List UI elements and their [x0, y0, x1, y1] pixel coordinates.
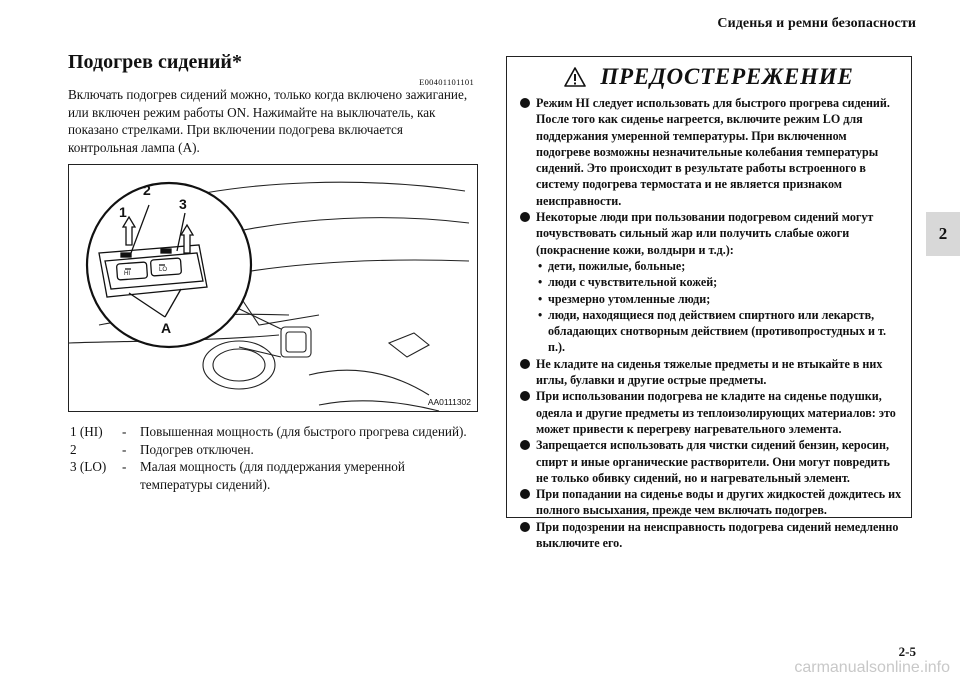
- warning-triangle-icon: [564, 67, 586, 87]
- warning-item: При попадании на сиденье воды и других жидкостей дождитесь их полного высыхания, прежде чем включать подогрев.: [515, 486, 903, 519]
- warning-list: [515, 95, 903, 551]
- warning-box: [506, 56, 912, 551]
- warning-item: Не кладите на сиденья тяжелые предметы и не втыкайте в них иглы, булавки и другие острые предметы.: [515, 356, 903, 389]
- warning-item: При подозрении на неисправность подогрева сидений немедленно выключите его.: [515, 519, 903, 552]
- switch-hi-mark: HI: [124, 271, 130, 277]
- running-head: Сиденья и ремни безопасности: [717, 16, 916, 31]
- warning-item-text: Некоторые люди при пользовании подогревом сидений могут почувствовать сильный жар или получить слабые ожоги (покраснение кожи, волдыри и т.д.):: [536, 210, 874, 257]
- page-number: 2-5: [898, 644, 916, 659]
- legend-row: [70, 458, 480, 493]
- callout-2: 2: [143, 182, 151, 198]
- legend-key: 1 (HI): [70, 424, 103, 439]
- chapter-tab[interactable]: 2: [926, 212, 960, 256]
- switch-lo-mark: LO: [159, 267, 168, 273]
- warning-subitem: • люди с чувствительной кожей;: [536, 274, 903, 290]
- legend-key: 3 (LO): [70, 459, 107, 474]
- warning-title: ПРЕДОСТЕРЕЖЕНИЕ: [600, 64, 854, 89]
- callout-a: A: [161, 320, 172, 336]
- warning-header: [515, 61, 903, 93]
- figure-code: AA0111302: [427, 397, 471, 407]
- section-title: Подогрев сидений*: [68, 51, 242, 73]
- intro-paragraph: Включать подогрев сидений можно, только когда включено зажигание, или включен режим работы ON. Нажимайте на выключатель, как показано стрелками. При включении подогрева включается контрольная лампа (A).: [68, 87, 468, 155]
- section-code: E00401101101: [419, 77, 474, 87]
- seat-heater-illustration: [68, 164, 478, 412]
- legend-row: [70, 441, 480, 459]
- section-column: [68, 50, 476, 156]
- warning-item: [515, 209, 903, 356]
- warning-item: При использовании подогрева не кладите на сиденье подушки, одеяла и другие предметы из теплоизолирующих материалов: это может привести к перегреву нагревательного элемента.: [515, 388, 903, 437]
- warning-subitem: • люди, находящиеся под действием спиртного или лекарств, обладающих снотворным действием (противопростудных и т. п.).: [536, 307, 903, 356]
- legend-key: 2: [70, 441, 77, 457]
- legend-text: Подогрев отключен.: [140, 441, 254, 457]
- legend-text: Повышенная мощность (для быстрого прогрева сидений).: [140, 424, 467, 439]
- warning-subitem: • дети, пожилые, больные;: [536, 258, 903, 274]
- legend-dash: -: [122, 424, 127, 439]
- legend-row: [70, 423, 480, 441]
- legend-dash: -: [122, 459, 127, 474]
- warning-item: Запрещается использовать для чистки сидений бензин, керосин, спирт и иные органические растворители. Они могут повредить не только обивку сидений, но и нагревательный элемент.: [515, 437, 903, 486]
- callout-1: 1: [119, 204, 127, 220]
- legend-text: Малая мощность (для поддержания умеренной температуры сидений).: [140, 459, 405, 492]
- console-drawing: [69, 165, 477, 411]
- warning-sublist: [536, 258, 903, 356]
- watermark: carmanualsonline.info: [794, 659, 950, 676]
- legend-dash: -: [122, 441, 127, 457]
- callout-3: 3: [179, 196, 187, 212]
- legend: [70, 423, 480, 493]
- warning-item: Режим HI следует использовать для быстрого прогрева сидений. После того как сиденье нагреется, включите режим LO для поддержания умеренной температуры. При включенном подогреве возможны незначительные колебания температуры сидений. Это происходит в результате работы встроенного в систему подогрева термостата и не является признаком неисправности.: [515, 95, 903, 209]
- warning-subitem: • чрезмерно утомленные люди;: [536, 291, 903, 307]
